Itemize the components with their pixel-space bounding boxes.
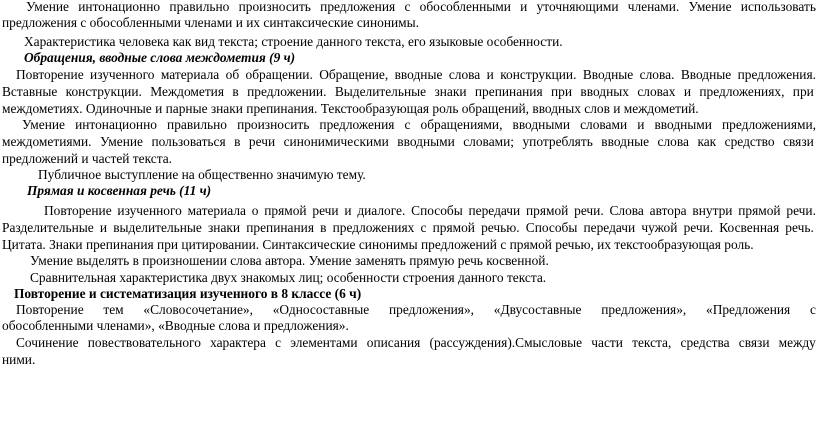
word: элементами xyxy=(290,335,358,350)
word: при xyxy=(551,84,573,99)
word: произносить xyxy=(237,117,310,132)
word: правильно xyxy=(169,0,230,14)
word: с xyxy=(420,220,427,235)
word: Обращение, xyxy=(319,67,389,82)
word: прямой xyxy=(264,203,307,218)
word: с xyxy=(275,335,282,350)
word: прямой xyxy=(525,203,569,218)
word: «Односоставные xyxy=(272,302,370,317)
word: предложения xyxy=(319,117,395,132)
word: «Двусоставные xyxy=(493,302,582,317)
word: речи. xyxy=(683,220,714,235)
word: о xyxy=(251,203,259,218)
word: средства xyxy=(680,335,730,350)
paragraph-line xyxy=(2,117,816,133)
word: предложениями, xyxy=(722,117,816,132)
word: Повторение xyxy=(16,302,84,317)
paragraph-line: предложения с обособленными членами и их синтаксические синонимы. xyxy=(2,15,419,30)
word: Способы xyxy=(525,220,578,235)
word: знаки xyxy=(208,220,241,235)
word: об xyxy=(225,67,240,82)
section-heading-direct-speech: Прямая и косвенная речь (11 ч) xyxy=(27,183,212,198)
word: как xyxy=(697,134,717,149)
word: предложения», xyxy=(388,302,474,317)
paragraph-line: междометиях. Одиночные и парные знаки препинания. Текстообразующая роль обращений, вводных слов и междометий. xyxy=(2,101,699,116)
word: речь. xyxy=(785,220,814,235)
word: текста, xyxy=(632,335,672,350)
word: с xyxy=(404,0,411,14)
word: препинания xyxy=(474,84,543,99)
word: с xyxy=(404,117,411,132)
word: связи xyxy=(738,335,770,350)
paragraph-line: предложений и частей текста. xyxy=(2,151,173,166)
word: предложениях xyxy=(332,220,415,235)
word: вводными xyxy=(654,117,712,132)
word: Умение xyxy=(99,134,143,149)
word: Косвенная xyxy=(719,220,780,235)
word: Повторение xyxy=(16,67,84,82)
word: Умение xyxy=(22,117,65,132)
word: вводные xyxy=(394,67,443,82)
word: описания xyxy=(366,335,421,350)
word: знаки xyxy=(434,84,467,99)
word: в xyxy=(320,220,327,235)
word: передачи xyxy=(468,203,521,218)
paragraph-line: Характеристика человека как вид текста; строение данного текста, его языковые особенности. xyxy=(24,34,563,49)
word: предложении. xyxy=(247,84,327,99)
word: в xyxy=(234,134,241,149)
paragraph-line xyxy=(2,134,814,150)
word: повествовательного xyxy=(87,335,201,350)
word: диалоге. xyxy=(357,203,406,218)
word: интонационно xyxy=(78,0,161,14)
word: вводные xyxy=(601,134,650,149)
word: вводными xyxy=(512,117,570,132)
word: Вставные xyxy=(2,84,58,99)
word: внутри xyxy=(692,203,733,218)
word: слова xyxy=(657,134,689,149)
word: Вводные xyxy=(582,67,634,82)
paragraph-line: Публичное выступление на общественно значимую тему. xyxy=(38,167,366,182)
paragraph-line xyxy=(2,0,816,15)
paragraph-line: Умение выделять в произношении слова автора. Умение заменять прямую речь косвенной. xyxy=(30,253,549,268)
word: конструкции. xyxy=(500,67,577,82)
word: материала xyxy=(160,67,220,82)
word: автора xyxy=(649,203,687,218)
word: речи xyxy=(248,134,276,149)
word: Междометия xyxy=(150,84,225,99)
word: и xyxy=(683,84,691,99)
word: тем xyxy=(103,302,124,317)
word: между xyxy=(778,335,816,350)
word: Умение xyxy=(26,0,69,14)
word: словами xyxy=(580,117,628,132)
word: синонимическими xyxy=(283,134,389,149)
word: и xyxy=(486,67,494,82)
word: и xyxy=(637,117,645,132)
word: Разделительные xyxy=(2,220,94,235)
word: Слова xyxy=(609,203,644,218)
word: связи xyxy=(783,134,814,149)
word: словами; xyxy=(463,134,515,149)
word: предложения», xyxy=(601,302,687,317)
word: и xyxy=(344,203,352,218)
paragraph-line xyxy=(2,220,814,236)
word: предложения. xyxy=(737,67,816,82)
word: слова xyxy=(448,67,481,82)
word: членами. xyxy=(627,0,680,14)
word: конструкции. xyxy=(65,84,142,99)
word: изученного xyxy=(117,203,182,218)
word: речи. xyxy=(574,203,604,218)
word: Умение xyxy=(688,0,732,14)
word: передачи xyxy=(583,220,636,235)
word: средство xyxy=(724,134,775,149)
word: прямой xyxy=(432,220,475,235)
word: Сочинение xyxy=(16,335,79,350)
paragraph-line xyxy=(2,335,816,351)
paragraph-line: Цитата. Знаки препинания при цитировании. Синтаксические синонимы предложений с прямой речью, их текстообразующая роль. xyxy=(2,237,754,252)
word: интонационно xyxy=(75,117,157,132)
word: характера xyxy=(210,335,266,350)
word: предложениях, xyxy=(699,84,785,99)
paragraph-line xyxy=(2,203,816,219)
word: «Словосочетание», xyxy=(143,302,253,317)
word: в xyxy=(232,84,239,99)
word: и xyxy=(99,220,108,235)
word: обращении. xyxy=(245,67,313,82)
word: изученного xyxy=(90,67,155,82)
word: обращениями, xyxy=(420,117,503,132)
word: препинания xyxy=(246,220,314,235)
word: Способы xyxy=(411,203,463,218)
word: междометиями. xyxy=(2,134,92,149)
word: правильно xyxy=(167,117,227,132)
word: с xyxy=(809,302,816,317)
word: Вводные xyxy=(680,67,732,82)
word: речи xyxy=(312,203,339,218)
word: слова. xyxy=(639,67,675,82)
paragraph-line xyxy=(2,302,816,318)
paragraph-line xyxy=(2,67,816,83)
word: части xyxy=(591,335,623,350)
paragraph-line: ними. xyxy=(2,352,36,367)
section-heading-review: Повторение и систематизация изученного в 8 классе (6 ч) xyxy=(14,286,362,301)
word: материала xyxy=(187,203,246,218)
section-heading-appeals: Обращения, вводные слова междометия (9 ч) xyxy=(24,50,296,65)
word: «Предложения xyxy=(706,302,791,317)
word: и xyxy=(520,0,528,14)
word: выделительные xyxy=(113,220,202,235)
word: пользоваться xyxy=(151,134,226,149)
word: вводными xyxy=(397,134,455,149)
word: Повторение xyxy=(44,203,112,218)
word: предложения xyxy=(320,0,396,14)
word: речи. xyxy=(786,203,816,218)
word: словах xyxy=(637,84,676,99)
word: произносить xyxy=(238,0,311,14)
paragraph-line xyxy=(2,84,814,100)
word: вводных xyxy=(580,84,629,99)
word: употреблять xyxy=(522,134,593,149)
word: Выделительные xyxy=(334,84,427,99)
paragraph-line: обособленными членами», «Вводные слова и предложения». xyxy=(2,318,349,333)
word: обособленными xyxy=(419,0,511,14)
word: уточняющими xyxy=(536,0,619,14)
word: (рассуждения).Смысловые xyxy=(429,335,583,350)
word: речью. xyxy=(481,220,520,235)
word: использовать xyxy=(740,0,816,14)
paragraph-line: Сравнительная характеристика двух знакомых лиц; особенности строения данного текста. xyxy=(30,270,547,285)
word: чужой xyxy=(641,220,678,235)
word: при xyxy=(792,84,814,99)
word: прямой xyxy=(738,203,781,218)
